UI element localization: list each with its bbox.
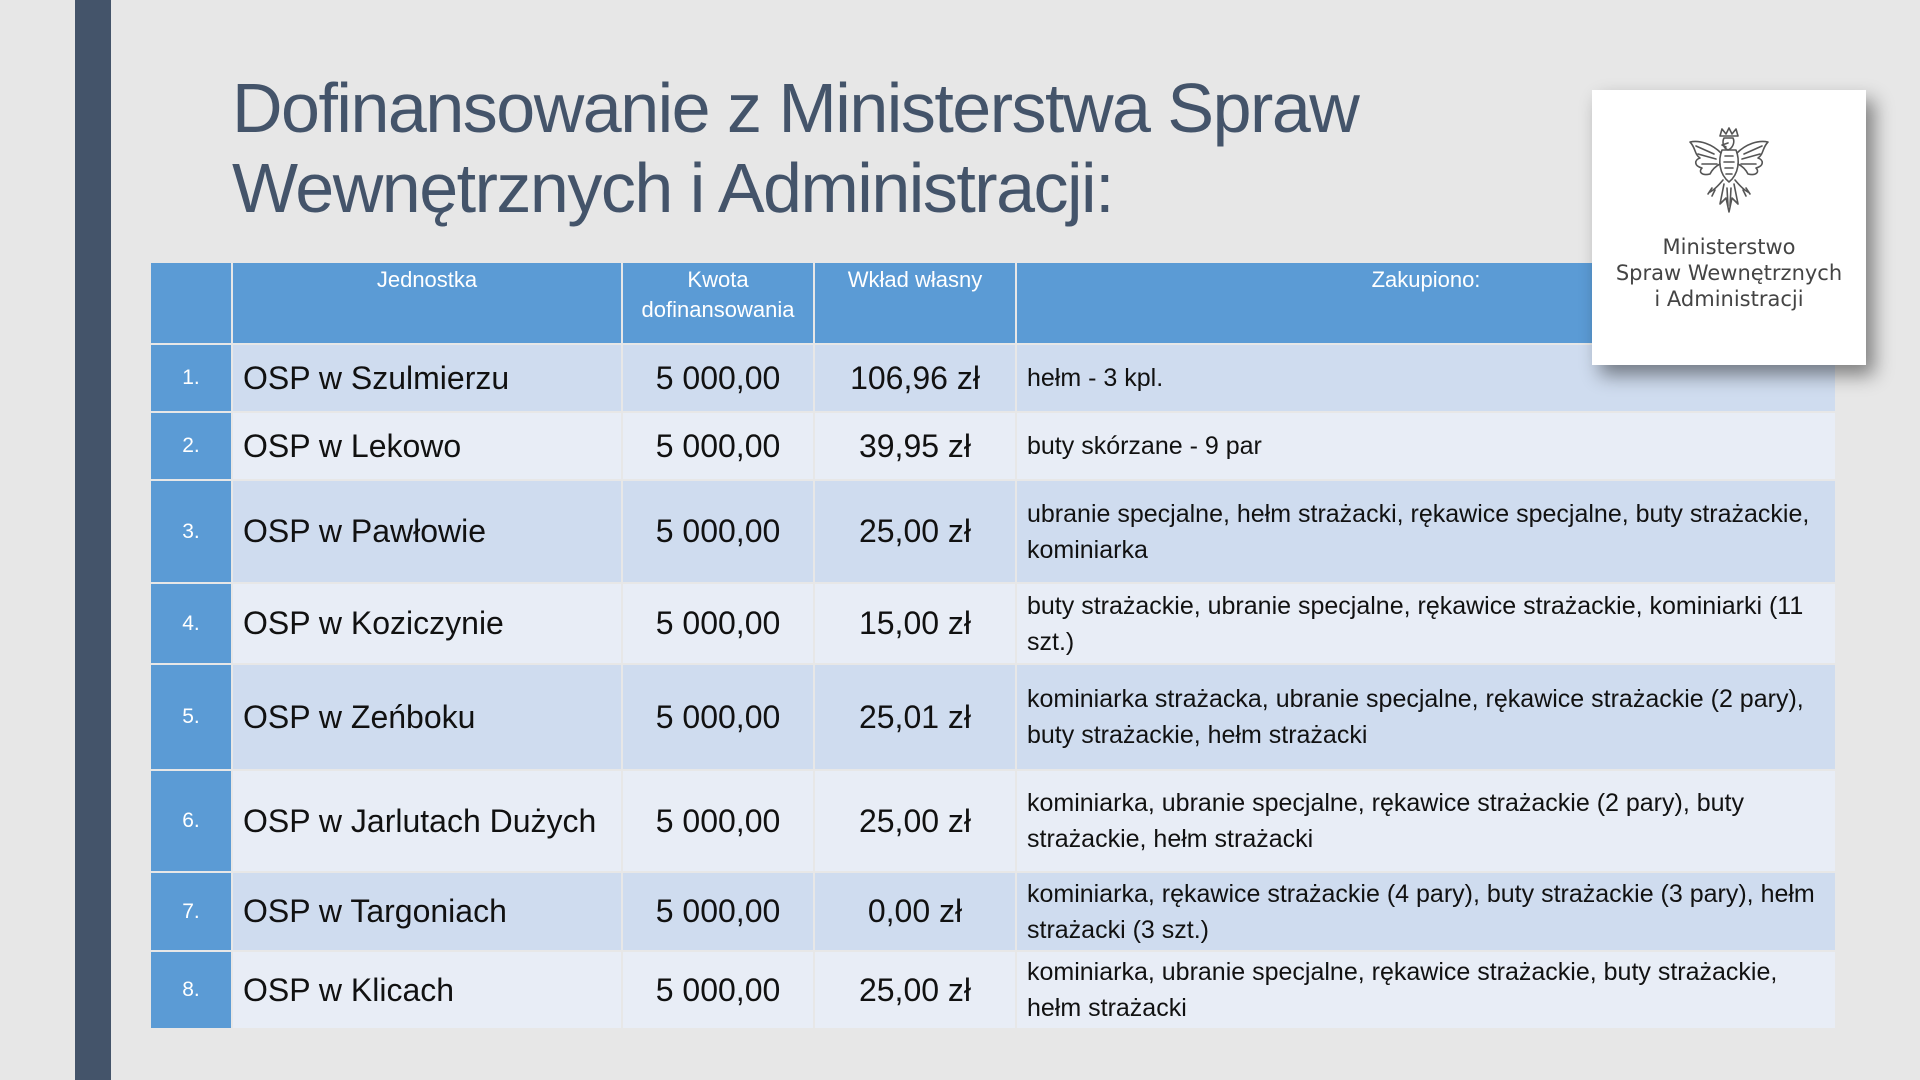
purchased-items: buty skórzane - 9 par	[1017, 413, 1835, 479]
row-number: 4.	[151, 584, 231, 663]
own-contribution: 25,01 zł	[815, 665, 1015, 769]
purchased-items: kominiarka, ubranie specjalne, rękawice strażackie, buty strażackie, hełm strażacki	[1017, 952, 1835, 1028]
unit-name: OSP w Koziczynie	[233, 584, 621, 663]
header-own-contribution: Wkład własny	[815, 263, 1015, 343]
own-contribution: 25,00 zł	[815, 771, 1015, 871]
table-row	[151, 481, 1835, 582]
logo-line-2: Spraw Wewnętrznych	[1615, 261, 1843, 285]
row-number: 3.	[151, 481, 231, 582]
purchased-items: buty strażackie, ubranie specjalne, rękawice strażackie, kominiarki (11 szt.)	[1017, 584, 1835, 663]
header-amount: Kwota dofinansowania	[623, 263, 813, 343]
table-row	[151, 413, 1835, 479]
grant-amount: 5 000,00	[623, 873, 813, 950]
row-number: 2.	[151, 413, 231, 479]
own-contribution: 15,00 zł	[815, 584, 1015, 663]
own-contribution: 25,00 zł	[815, 481, 1015, 582]
row-number: 6.	[151, 771, 231, 871]
own-contribution: 25,00 zł	[815, 952, 1015, 1028]
header-unit: Jednostka	[233, 263, 621, 343]
grant-amount: 5 000,00	[623, 952, 813, 1028]
table-row	[151, 665, 1835, 769]
table-row	[151, 873, 1835, 950]
own-contribution: 0,00 zł	[815, 873, 1015, 950]
unit-name: OSP w Pawłowie	[233, 481, 621, 582]
table-row	[151, 771, 1835, 871]
grant-amount: 5 000,00	[623, 771, 813, 871]
header-purchased: Zakupiono:	[1017, 263, 1835, 343]
table-row	[151, 584, 1835, 663]
unit-name: OSP w Szulmierzu	[233, 345, 621, 411]
purchased-items: kominiarka, rękawice strażackie (4 pary), buty strażackie (3 pary), hełm strażacki (3 szt.)	[1017, 873, 1835, 950]
unit-name: OSP w Lekowo	[233, 413, 621, 479]
title-line-1: Dofinansowanie z Ministerstwa Spraw	[232, 69, 1359, 147]
row-number: 8.	[151, 952, 231, 1028]
ministry-logo-text	[1592, 234, 1866, 312]
ministry-logo-card	[1592, 90, 1866, 365]
unit-name: OSP w Targoniach	[233, 873, 621, 950]
header-num	[151, 263, 231, 343]
table-row	[151, 952, 1835, 1028]
row-number: 5.	[151, 665, 231, 769]
row-number: 7.	[151, 873, 231, 950]
own-contribution: 39,95 zł	[815, 413, 1015, 479]
purchased-items: kominiarka, ubranie specjalne, rękawice strażackie (2 pary), buty strażackie, hełm strażacki	[1017, 771, 1835, 871]
page-title	[232, 68, 1532, 228]
title-line-2: Wewnętrznych i Administracji:	[232, 149, 1114, 227]
table-row	[151, 345, 1835, 411]
purchased-items: ubranie specjalne, hełm strażacki, rękawice specjalne, buty strażackie, kominiarka	[1017, 481, 1835, 582]
logo-line-3: i Administracji	[1654, 287, 1804, 311]
unit-name: OSP w Jarlutach Dużych	[233, 771, 621, 871]
unit-name: OSP w Klicach	[233, 952, 621, 1028]
row-number: 1.	[151, 345, 231, 411]
table-header-row	[151, 263, 1835, 343]
grant-amount: 5 000,00	[623, 665, 813, 769]
grants-table	[149, 261, 1837, 1030]
own-contribution: 106,96 zł	[815, 345, 1015, 411]
unit-name: OSP w Zeńboku	[233, 665, 621, 769]
grant-amount: 5 000,00	[623, 481, 813, 582]
grant-amount: 5 000,00	[623, 584, 813, 663]
purchased-items: hełm - 3 kpl.	[1017, 345, 1835, 411]
purchased-items: kominiarka strażacka, ubranie specjalne, rękawice strażackie (2 pary), buty strażackie, hełm strażacki	[1017, 665, 1835, 769]
logo-line-1: Ministerstwo	[1662, 235, 1796, 259]
side-accent-bar	[75, 0, 111, 1080]
polish-eagle-emblem-icon	[1684, 126, 1774, 222]
grant-amount: 5 000,00	[623, 413, 813, 479]
grant-amount: 5 000,00	[623, 345, 813, 411]
